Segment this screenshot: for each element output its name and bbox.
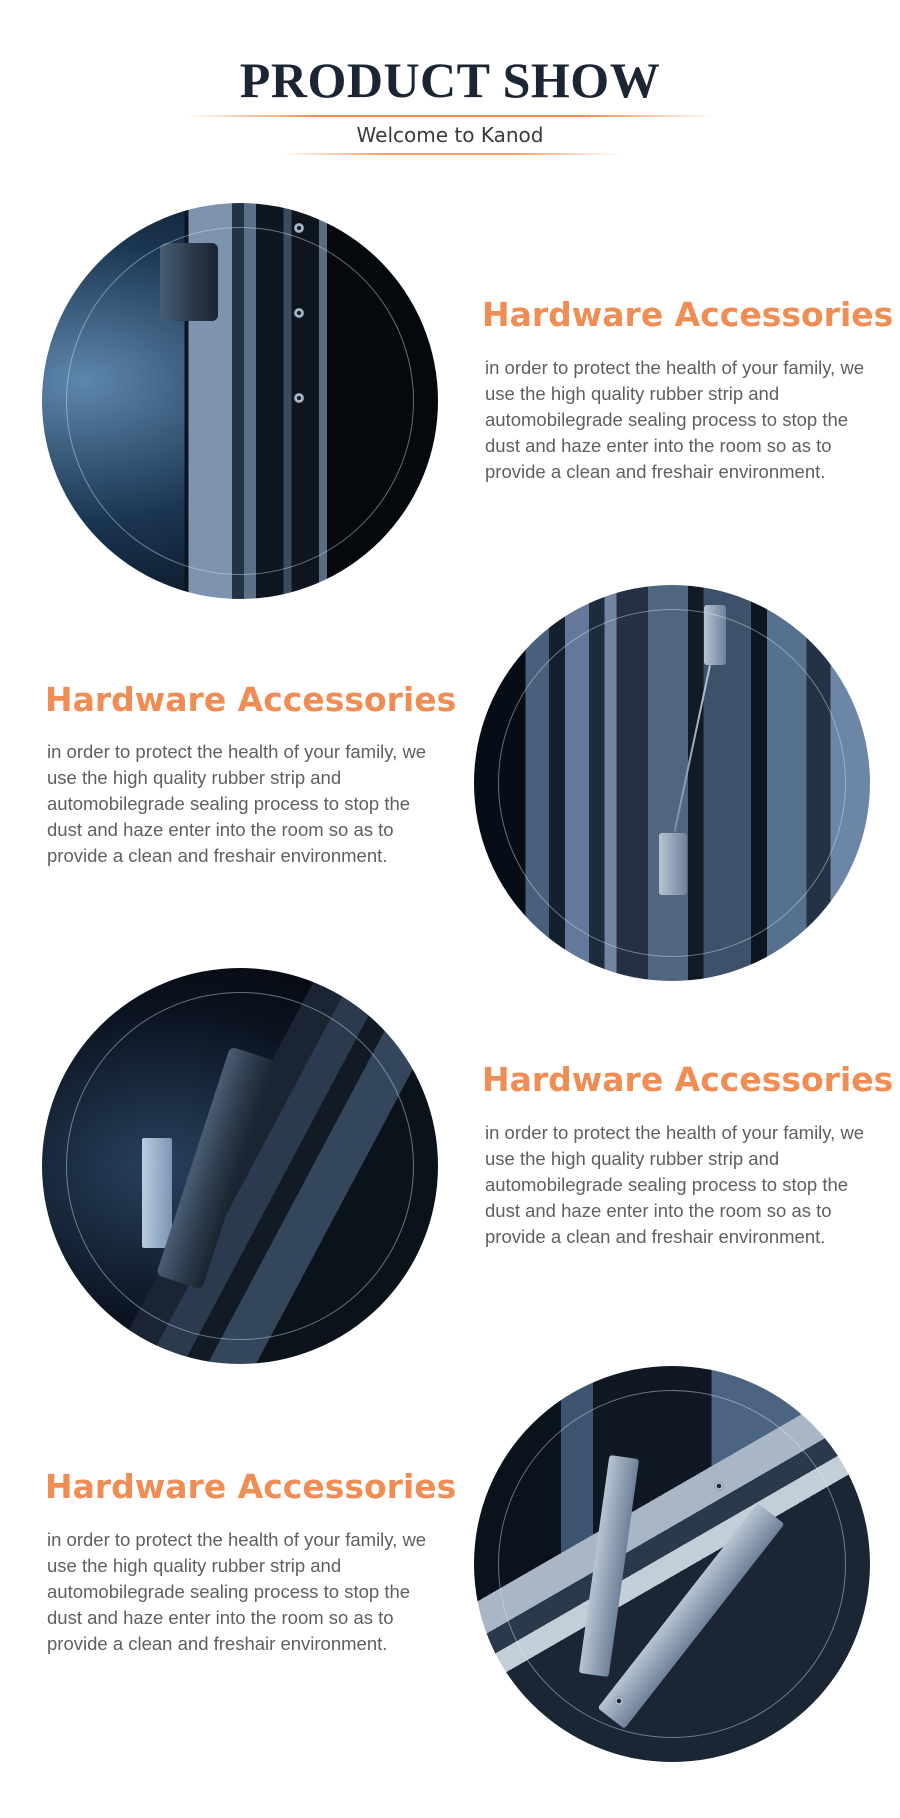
screw-detail bbox=[294, 223, 304, 233]
section-heading: Hardware Accessories bbox=[482, 1060, 894, 1099]
product-photo-window-hinge bbox=[474, 1366, 870, 1762]
section-description: in order to protect the health of your family, we use the high quality rubber strip and automobilegrade sealing process to stop the dust and haze enter into the room so as to provide a clean and freshair environment. bbox=[47, 1529, 427, 1654]
section-heading: Hardware Accessories bbox=[45, 680, 457, 719]
photo-ring bbox=[66, 992, 414, 1340]
photo-ring bbox=[66, 227, 414, 575]
section-description: in order to protect the health of your family, we use the high quality rubber strip and automobilegrade sealing process to stop the dust and haze enter into the room so as to provide a clean and freshair environment. bbox=[47, 741, 427, 866]
section-description: in order to protect the health of your family, we use the high quality rubber strip and automobilegrade sealing process to stop the dust and haze enter into the room so as to provide a clean and freshair environment. bbox=[485, 357, 865, 482]
product-photo-window-restrictor-cable bbox=[474, 585, 870, 981]
section-heading: Hardware Accessories bbox=[45, 1467, 457, 1506]
photo-ring bbox=[498, 1390, 846, 1738]
subtitle-divider bbox=[280, 153, 620, 155]
photo-ring bbox=[498, 609, 846, 957]
product-photo-window-handle bbox=[42, 203, 438, 599]
section-description: in order to protect the health of your family, we use the high quality rubber strip and automobilegrade sealing process to stop the dust and haze enter into the room so as to provide a clean and freshair environment. bbox=[485, 1122, 865, 1247]
section-heading: Hardware Accessories bbox=[482, 295, 894, 334]
title-divider bbox=[185, 115, 715, 117]
page-subtitle: Welcome to Kanod bbox=[356, 123, 544, 147]
product-photo-door-pull-handle bbox=[42, 968, 438, 1364]
page-title: PRODUCT SHOW bbox=[239, 52, 661, 108]
